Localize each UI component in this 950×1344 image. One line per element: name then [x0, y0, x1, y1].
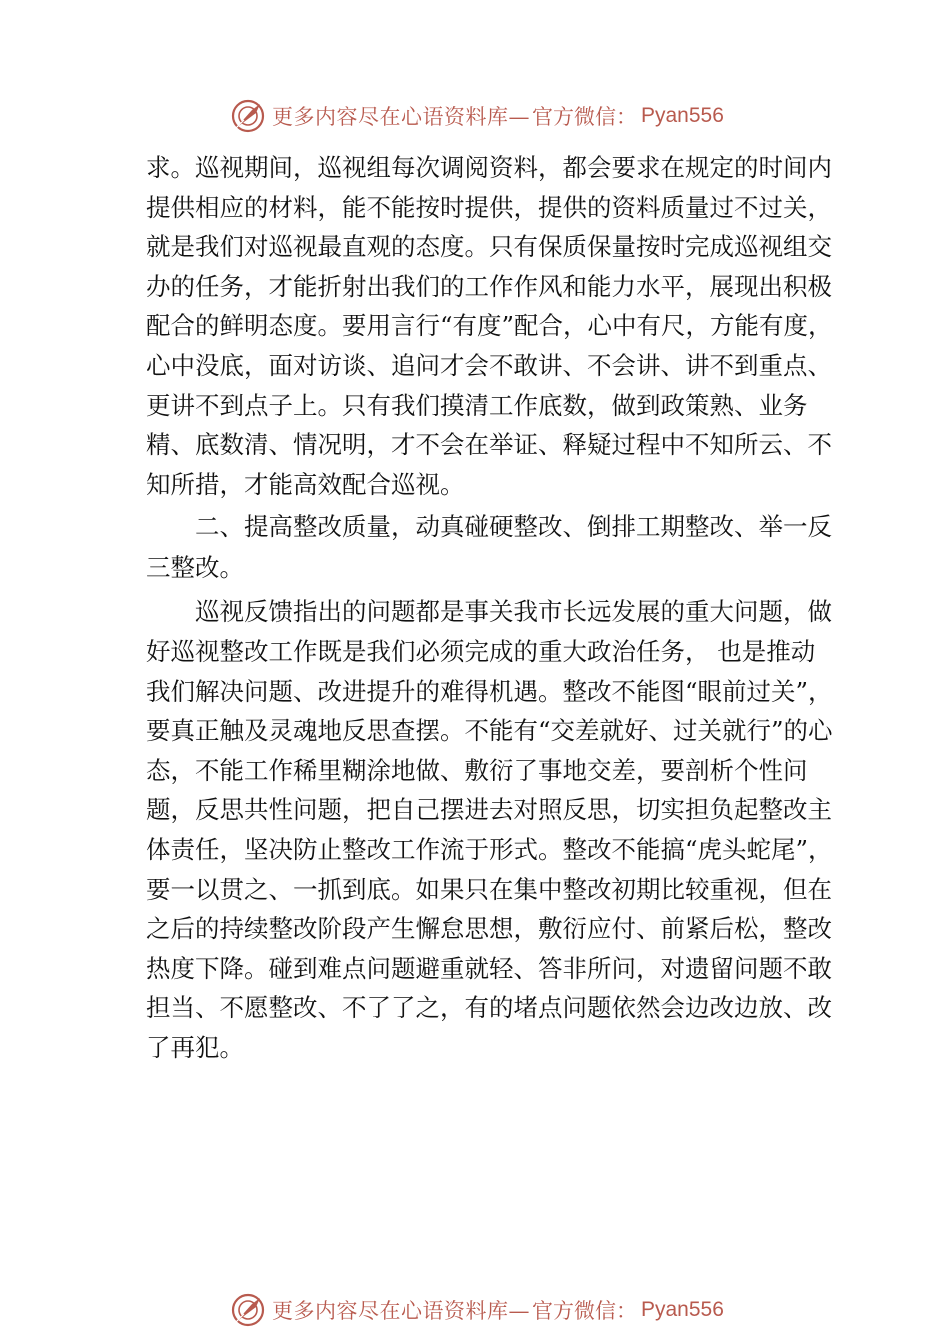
- banner-text: 更多内容尽在心语资料库—: [272, 105, 530, 129]
- banner-wechat-label: 官方微信：: [532, 1299, 637, 1323]
- document-body: [146, 148, 836, 1067]
- quill-logo-icon: [230, 98, 266, 134]
- quill-logo-icon: [230, 1292, 266, 1328]
- header-watermark-banner: [230, 96, 724, 136]
- paragraph-continued: 求。巡视期间，巡视组每次调阅资料，都会要求在规定的时间内提供相应的材料，能不能按时提供，提供的资料质量过不过关，就是我们对巡视最直观的态度。只有保质保量按时完成巡视组交办的任务，才能折射出我们的工作作风和能力水平，展现出积极配合的鲜明态度。要用言行“有度”配合，心中有尺，方能有度，心中没底，面对访谈、追问才会不敢讲、不会讲、讲不到重点、更讲不到点子上。只有我们摸清工作底数，做到政策熟、业务精、底数清、情况明，才不会在举证、释疑过程中不知所云、不知所措，才能高效配合巡视。: [146, 153, 833, 499]
- banner-account: Pyan556: [641, 104, 724, 127]
- banner-wechat-label: 官方微信：: [532, 105, 637, 129]
- paragraph: 巡视反馈指出的问题都是事关我市长远发展的重大问题，做好巡视整改工作既是我们必须完成的重大政治任务， 也是推动我们解决问题、改进提升的难得机遇。整改不能图“眼前过关”，要真正触及灵魂地反思查摆。不能有“交差就好、过关就行”的心态，不能工作稀里糊涂地做、敷衍了事地交差，要剖析个性问题，反思共性问题，把自己摆进去对照反思，切实担负起整改主体责任，坚决防止整改工作流于形式。整改不能搞“虎头蛇尾”，要一以贯之、一抓到底。如果只在集中整改初期比较重视，但在之后的持续整改阶段产生懈怠思想，敷衍应付、前紧后松，整改热度下降。碰到难点问题避重就轻、答非所问，对遗留问题不敢担当、不愿整改、不了了之，有的堵点问题依然会边改边放、改了再犯。: [146, 597, 833, 1062]
- banner-account: Pyan556: [641, 1298, 724, 1321]
- section-heading: 二、提高整改质量，动真碰硬整改、倒排工期整改、举一反三整改。: [146, 512, 832, 582]
- banner-text: 更多内容尽在心语资料库—: [272, 1299, 530, 1323]
- footer-watermark-banner: [230, 1290, 724, 1330]
